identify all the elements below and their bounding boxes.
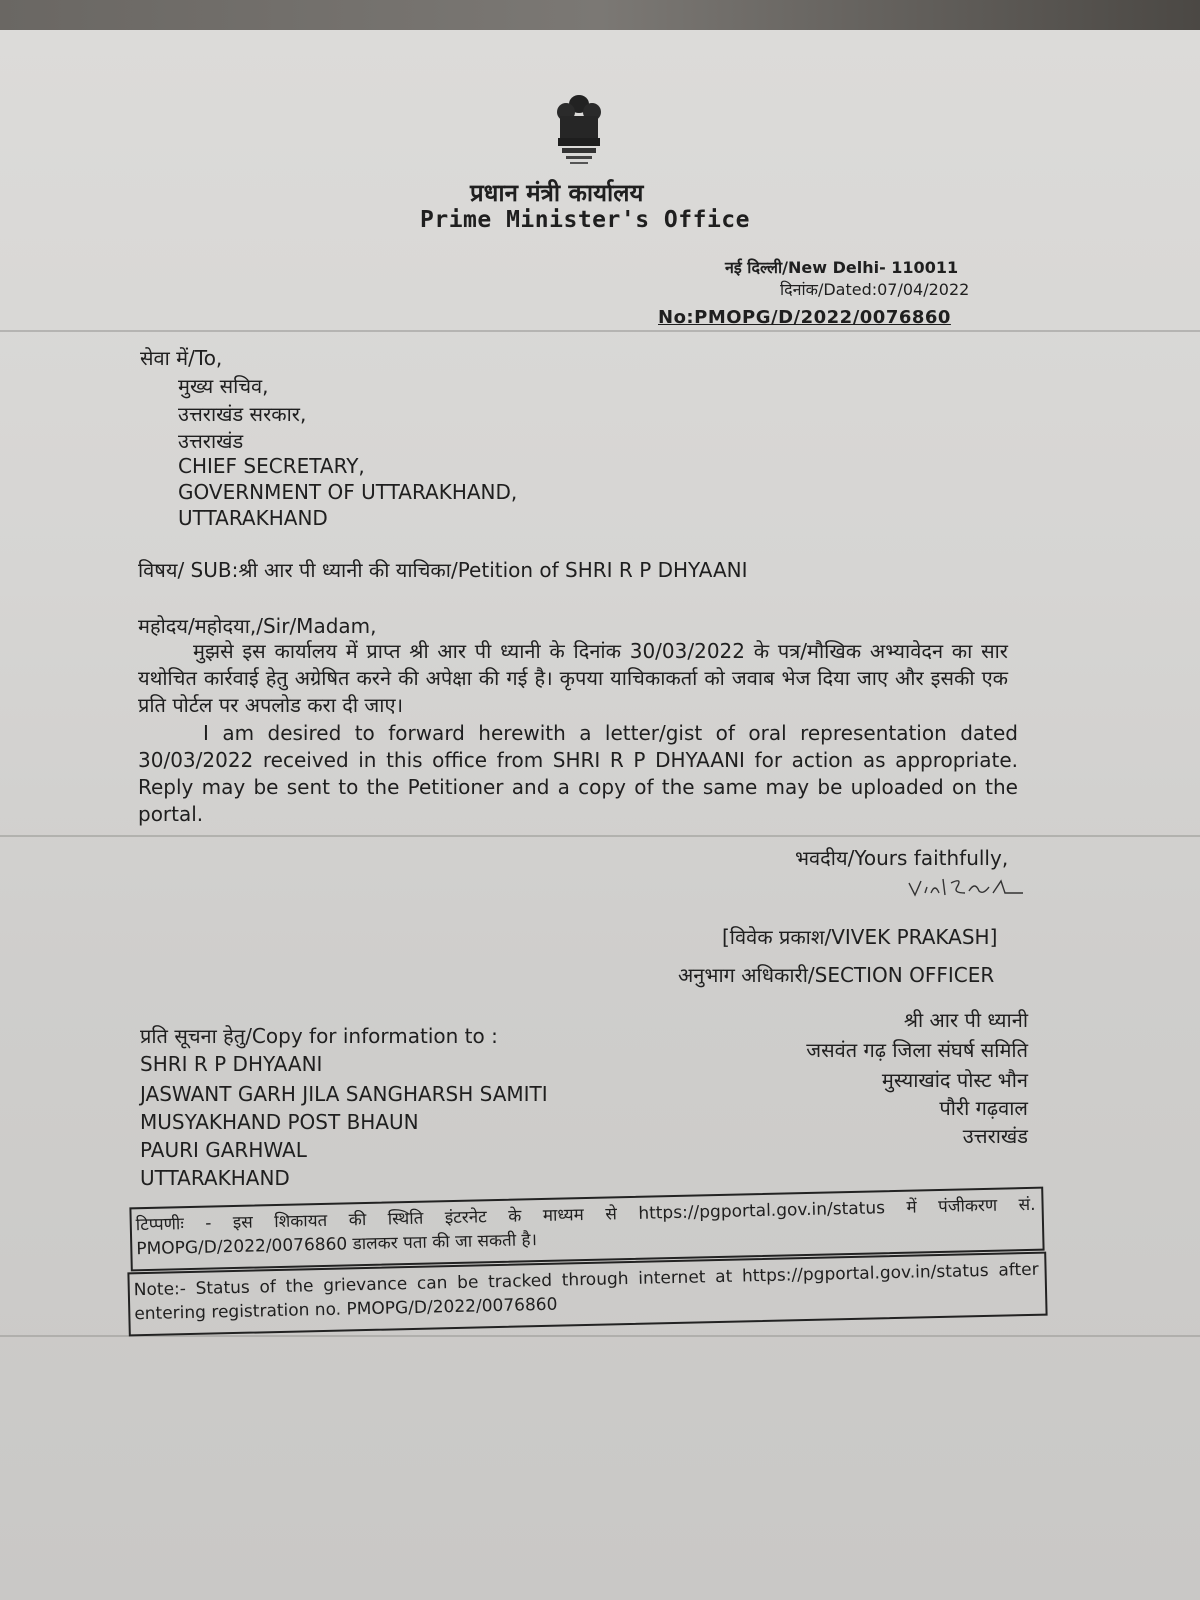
body-paragraph-english: I am desired to forward herewith a letter/gist of oral representation dated 30/03/2022 received in this office from SHRI R P DHYAANI for action as appropriate. Reply may be sent to the Petitioner and a copy of the same may be uploaded on the portal. [138, 721, 1018, 826]
copy-to-heading: प्रति सूचना हेतु/Copy for information to : [140, 1024, 498, 1048]
note-hindi-text: टिप्पणीः - इस शिकायत की स्थिति इंटरनेट के माध्यम से https://pgportal.gov.in/status में पंजीकरण सं. PMOPG/D/2022/0076860 डालकर पता की जा सकती है। [135, 1194, 1036, 1260]
copy-to-line: MUSYAKHAND POST BHAUN [140, 1110, 419, 1134]
recipient-line: CHIEF SECRETARY, [178, 454, 365, 478]
copy-to-line: JASWANT GARH JILA SANGHARSH SAMITI [140, 1082, 548, 1106]
fold-line [0, 835, 1200, 837]
copy-to-line: PAURI GARHWAL [140, 1138, 307, 1162]
fold-line [0, 330, 1200, 332]
signatory-designation: अनुभाग अधिकारी/SECTION OFFICER [678, 963, 995, 987]
reference-number: No:PMOPG/D/2022/0076860 [658, 307, 951, 328]
salutation: महोदय/महोदया,/Sir/Madam, [138, 614, 377, 638]
background-surface [0, 0, 1200, 30]
copy-to-hindi-line: मुस्याखांद पोस्ट भौन [881, 1068, 1028, 1092]
office-english-title: Prime Minister's Office [420, 207, 750, 233]
note-english-text: Note:- Status of the grievance can be tracked through internet at https://pgportal.gov.in/status after entering registration no. PMOPG/D/2022/0076860 [133, 1259, 1039, 1325]
signatory-name: [विवेक प्रकाश/VIVEK PRAKASH] [722, 925, 998, 949]
recipient-line: उत्तराखंड सरकार, [178, 402, 307, 426]
signature-icon [905, 873, 1025, 903]
fold-line [0, 1335, 1200, 1337]
copy-to-hindi-line: जसवंत गढ़ जिला संघर्ष समिति [806, 1038, 1028, 1062]
date: दिनांक/Dated:07/04/2022 [780, 280, 970, 299]
yours-faithfully: भवदीय/Yours faithfully, [795, 846, 1009, 870]
recipient-line: UTTARAKHAND [178, 506, 328, 530]
to-label: सेवा में/To, [140, 346, 223, 370]
recipient-line: मुख्य सचिव, [178, 374, 269, 398]
subject-line: विषय/ SUB:श्री आर पी ध्यानी की याचिका/Petition of SHRI R P DHYAANI [138, 558, 748, 582]
copy-to-line: UTTARAKHAND [140, 1166, 290, 1190]
body-paragraph-hindi: मुझसे इस कार्यालय में प्राप्त श्री आर पी ध्यानी के दिनांक 30/03/2022 के पत्र/मौखिक अभ्यावेदन का सार यथोचित कार्रवाई हेतु अग्रेषित करने की अपेक्षा की गई है। कृपया याचिकाकर्ता को जवाब भेज दिया जाए और इसकी एक प्रति पोर्टल पर अपलोड करा दी जाए। [138, 639, 1008, 717]
recipient-line: उत्तराखंड [178, 429, 244, 453]
copy-to-line: SHRI R P DHYAANI [140, 1052, 323, 1076]
place: नई दिल्ली/New Delhi- 110011 [725, 258, 959, 277]
office-hindi-title: प्रधान मंत्री कार्यालय [470, 179, 644, 207]
copy-to-hindi-line: उत्तराखंड [962, 1124, 1028, 1148]
recipient-line: GOVERNMENT OF UTTARAKHAND, [178, 480, 518, 504]
national-emblem-icon [550, 90, 608, 170]
copy-to-hindi-line: पौरी गढ़वाल [939, 1096, 1028, 1120]
copy-to-hindi-line: श्री आर पी ध्यानी [903, 1008, 1028, 1032]
